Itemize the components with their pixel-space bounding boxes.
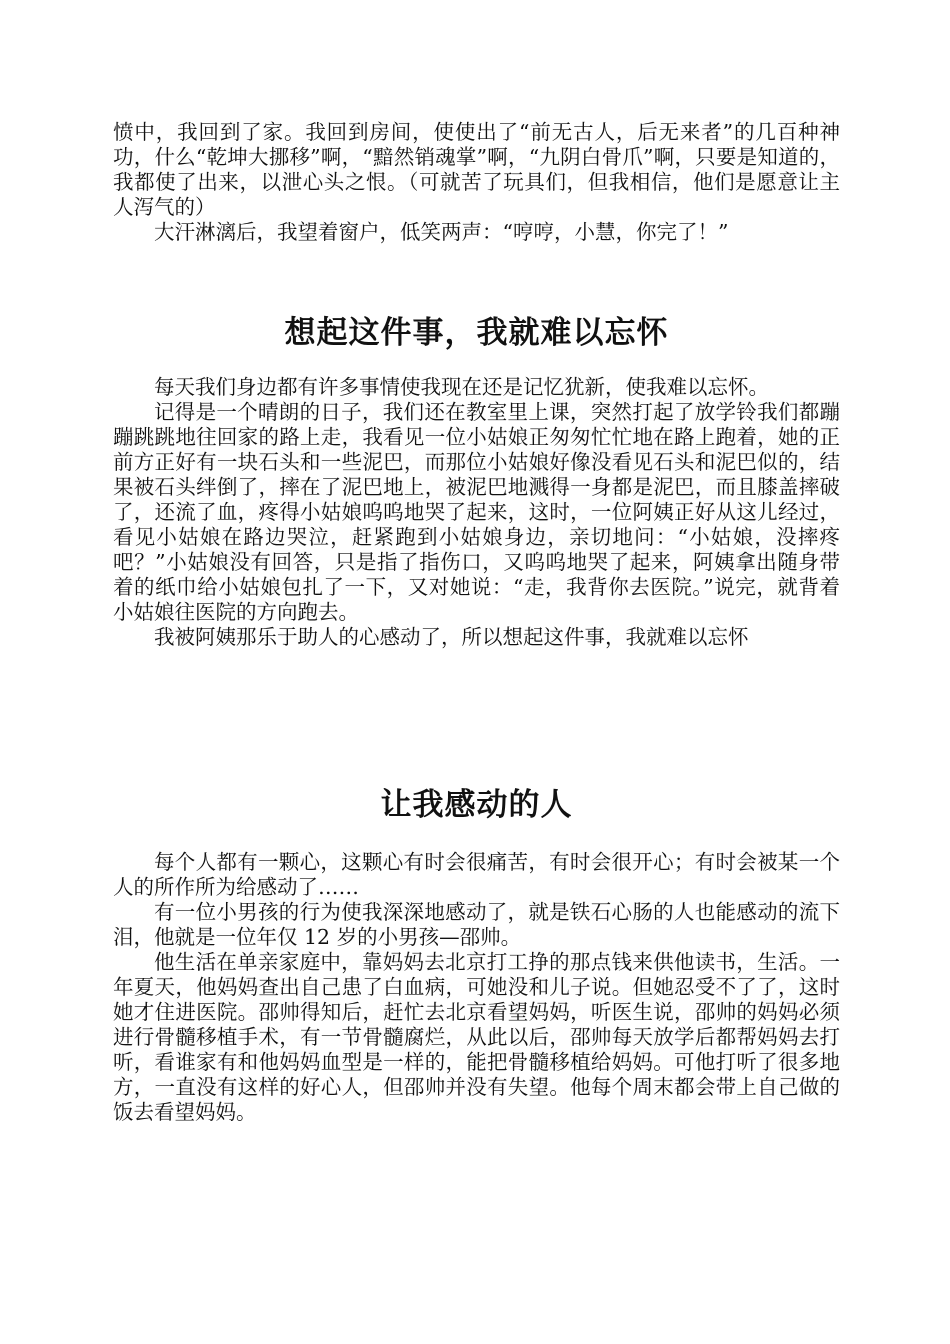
document-page (113, 120, 840, 1125)
paragraph: 每个人都有一颗心，这颗心有时会很痛苦，有时会很开心；有时会被某一个人的所作所为给感动了…… (113, 850, 840, 899)
paragraph: 我被阿姨那乐于助人的心感动了，所以想起这件事，我就难以忘怀 (154, 625, 749, 649)
essay-title: 让我感动的人 (380, 787, 573, 823)
paragraph: 愤中，我回到了家。我回到房间，使使出了“前无古人，后无来者”的几百种神功，什么“乾坤大挪移”啊，“黯然销魂掌”啊，“九阴白骨爪”啊，只要是知道的，我都使了出来，以泄心头之恨。（可就苦了玩具们，但我相信，他们是愿意让主人泻气的） (113, 120, 840, 219)
paragraph: 他生活在单亲家庭中，靠妈妈去北京打工挣的那点钱来供他读书，生活。一年夏天，他妈妈查出自己患了白血病，可她没和儿子说。但她忍受不了了，这时她才住进医院。邵帅得知后，赶忙去北京看望妈妈，听医生说，邵帅的妈妈必须进行骨髓移植手术，有一节骨髓腐烂，从此以后，邵帅每天放学后都帮妈妈去打听，看谁家有和他妈妈血型是一样的，能把骨髓移植给妈妈。可他打听了很多地方，一直没有这样的好心人，但邵帅并没有失望。他每个周末都会带上自己做的饭去看望妈妈。 (113, 950, 840, 1124)
essay-fragment (113, 120, 840, 245)
essay-touching-person (113, 785, 840, 1125)
paragraph: 记得是一个晴朗的日子，我们还在教室里上课，突然打起了放学铃我们都蹦蹦跳跳地往回家的路上走，我看见一位小姑娘正匆匆忙忙地在路上跑着，她的正前方正好有一块石头和一些泥巴，而那位小姑娘好像没看见石头和泥巴似的，结果被石头绊倒了，摔在了泥巴地上，被泥巴地溅得一身都是泥巴，而且膝盖摔破了，还流了血，疼得小姑娘呜呜地哭了起来，这时，一位阿姨正好从这儿经过，看见小姑娘在路边哭泣，赶紧跑到小姑娘身边，亲切地问：“小姑娘，没摔疼吧？”小姑娘没有回答，只是指了指伤口，又呜呜地哭了起来，阿姨拿出随身带着的纸巾给小姑娘包扎了一下，又对她说：“走，我背你去医院。”说完，就背着小姑娘往医院的方向跑去。 (113, 400, 840, 624)
essay-title: 想起这件事，我就难以忘怀 (284, 315, 669, 351)
paragraph: 每天我们身边都有许多事情使我现在还是记忆犹新，使我难以忘怀。 (154, 375, 769, 399)
essay-memorable-event (113, 313, 840, 650)
paragraph: 有一位小男孩的行为使我深深地感动了，就是铁石心肠的人也能感动的流下泪，他就是一位年仅 12 岁的小男孩—邵帅。 (113, 900, 840, 949)
paragraph: 大汗淋漓后，我望着窗户，低笑两声：“哼哼，小慧，你完了！” (154, 220, 729, 244)
